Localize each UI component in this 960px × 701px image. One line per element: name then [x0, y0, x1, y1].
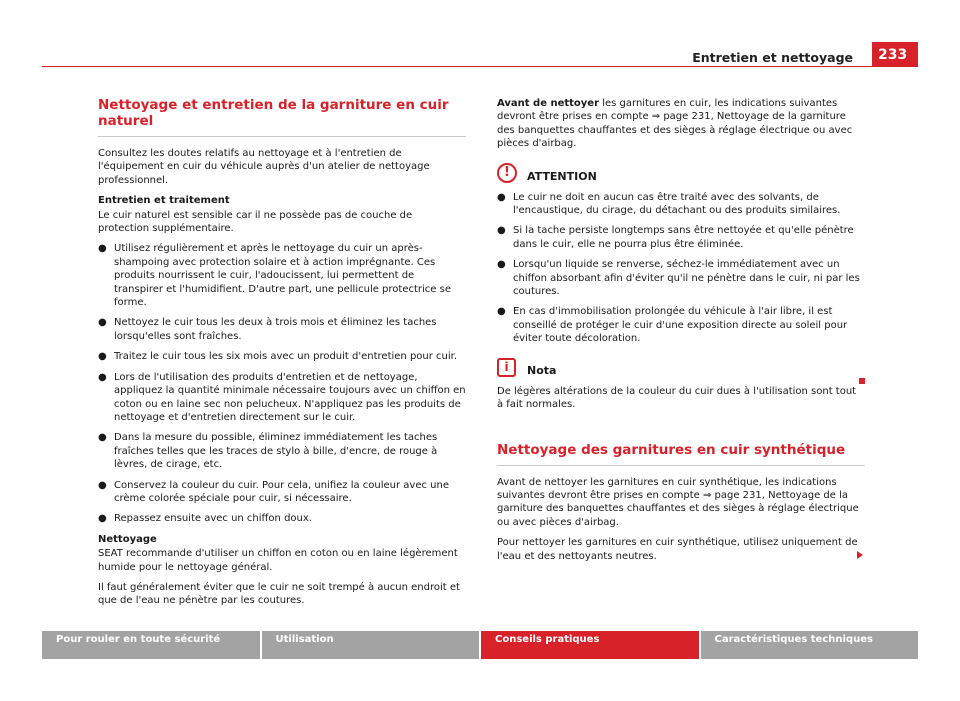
bullet-icon: ●	[497, 191, 506, 203]
section-heading-synthetic-leather: Nettoyage des garnitures en cuir synthétique	[497, 442, 865, 466]
nota-header	[497, 358, 865, 377]
synthetic-paragraph-2: Pour nettoyer les garnitures en cuir synthétique, utilisez uniquement de l'eau et des nettoyants neutres.	[497, 537, 858, 562]
attention-header	[497, 163, 865, 183]
end-of-section-icon	[859, 378, 865, 384]
continue-block	[497, 536, 865, 563]
list-item: ● Utilisez régulièrement et après le nettoyage du cuir un après-shampoing avec protection solaire et à action imprégnante. Ces produits nourrissent le cuir, l'adoucissent, lui permettent de transpirer et l'humidifient. D'autre part, une pellicule protectrice se forme.	[98, 243, 451, 309]
bullet-icon: ●	[98, 351, 107, 363]
footer-nav	[42, 631, 918, 659]
continue-arrow-icon	[857, 551, 863, 559]
list-item: ● Le cuir ne doit en aucun cas être traité avec des solvants, de l'encaustique, du cirage, du détachant ou des produits similaires.	[497, 191, 841, 217]
bullet-icon: ●	[98, 317, 107, 329]
care-paragraph: Le cuir naturel est sensible car il ne possède pas de couche de protection supplémentaire.	[98, 209, 413, 235]
bullet-icon: ●	[98, 371, 107, 383]
bullet-icon: ●	[497, 259, 506, 271]
lead-words: Avant de nettoyer	[497, 98, 600, 109]
intro-paragraph: Consultez les doutes relatifs au nettoyage et à l'entretien de l'équipement en cuir du véhicule auprès d'un atelier de nettoyage professionnel.	[98, 148, 430, 186]
bullet-icon: ●	[98, 243, 107, 255]
header-rule	[42, 66, 918, 67]
list-item: ● En cas d'immobilisation prolongée du véhicule à l'air libre, il est conseillé de protéger le cuir d'une exposition directe au soleil pour éviter toute décoloration.	[497, 306, 848, 345]
running-header-title: Entretien et nettoyage	[692, 50, 853, 65]
footer-tab-practical-tips[interactable]: Conseils pratiques	[481, 631, 699, 659]
subheading-cleaning: Nettoyage	[98, 533, 157, 545]
warning-icon: !	[497, 163, 517, 183]
left-column	[98, 97, 466, 615]
attention-title: ATTENTION	[527, 169, 597, 183]
list-item: ● Lorsqu'un liquide se renverse, séchez-le immédiatement avec un chiffon absorbant afin d'éviter qu'il ne pénètre dans le cuir, ni par les coutures.	[497, 259, 860, 298]
list-item: ● Traitez le cuir tous les six mois avec un produit d'entretien pour cuir.	[98, 351, 458, 363]
before-cleaning-paragraph: Avant de nettoyer les garnitures en cuir, les indications suivantes devront être prises en compte ⇒ page 231, Nettoyage de la garniture des banquettes chauffantes et des sièges à réglage électrique ou avec pièces d'airbag.	[497, 98, 853, 150]
section-heading-natural-leather: Nettoyage et entretien de la garniture en cuir naturel	[98, 97, 466, 137]
list-item: ● Repassez ensuite avec un chiffon doux.	[98, 513, 312, 525]
info-icon: i	[497, 358, 516, 377]
bullet-icon: ●	[98, 479, 107, 491]
nota-block	[497, 358, 865, 412]
list-item: ● Si la tache persiste longtemps sans être nettoyée et qu'elle pénètre dans le cuir, elle ne pourra plus être éliminée.	[497, 225, 854, 250]
list-item: ● Nettoyez le cuir tous les deux à trois mois et éliminez les taches lorsqu'elles sont fraîches.	[98, 317, 437, 342]
list-item: ● Dans la mesure du possible, éliminez immédiatement les taches fraîches telles que les traces de stylo à bille, d'encre, de rouge à lèvres, de cirage, etc.	[98, 432, 438, 471]
list-item: ● Conservez la couleur du cuir. Pour cela, unifiez la couleur avec une crème colorée spéciale pour cuir, si nécessaire.	[98, 479, 450, 504]
list-item: ● Lors de l'utilisation des produits d'entretien et de nettoyage, appliquez la quantité minimale nécessaire toujours avec un chiffon en coton ou en laine sec non pelucheux. N'appliquez pas les produits de nettoyage et d'entretien directement sur le cuir.	[98, 371, 466, 423]
page-number-badge: 233	[872, 42, 918, 66]
footer-tab-operation[interactable]: Utilisation	[262, 631, 480, 659]
bullet-icon: ●	[98, 432, 107, 444]
footer-tab-safety[interactable]: Pour rouler en toute sécurité	[42, 631, 260, 659]
bullet-icon: ●	[98, 513, 107, 525]
nota-title: Nota	[527, 363, 557, 377]
closing-paragraph: Il faut généralement éviter que le cuir ne soit trempé à aucun endroit et que de l'eau ne pénètre par les coutures.	[98, 581, 460, 607]
bullet-icon: ●	[497, 225, 506, 237]
subheading-care: Entretien et traitement	[98, 195, 230, 207]
right-column	[497, 97, 865, 570]
synthetic-paragraph-1: Avant de nettoyer les garnitures en cuir synthétique, les indications suivantes devront être prises en compte ⇒ page 231, Nettoyage de la garniture des banquettes chauffantes et des sièges à réglage électrique ou avec pièces d'airbag.	[497, 476, 859, 528]
footer-tab-technical-data[interactable]: Caractéristiques techniques	[701, 631, 919, 659]
bullet-icon: ●	[497, 306, 506, 318]
cleaning-paragraph: SEAT recommande d'utiliser un chiffon en coton ou en laine légèrement humide pour le nettoyage général.	[98, 548, 458, 573]
nota-paragraph: De légères altérations de la couleur du cuir dues à l'utilisation sont tout à fait normales.	[497, 385, 857, 411]
